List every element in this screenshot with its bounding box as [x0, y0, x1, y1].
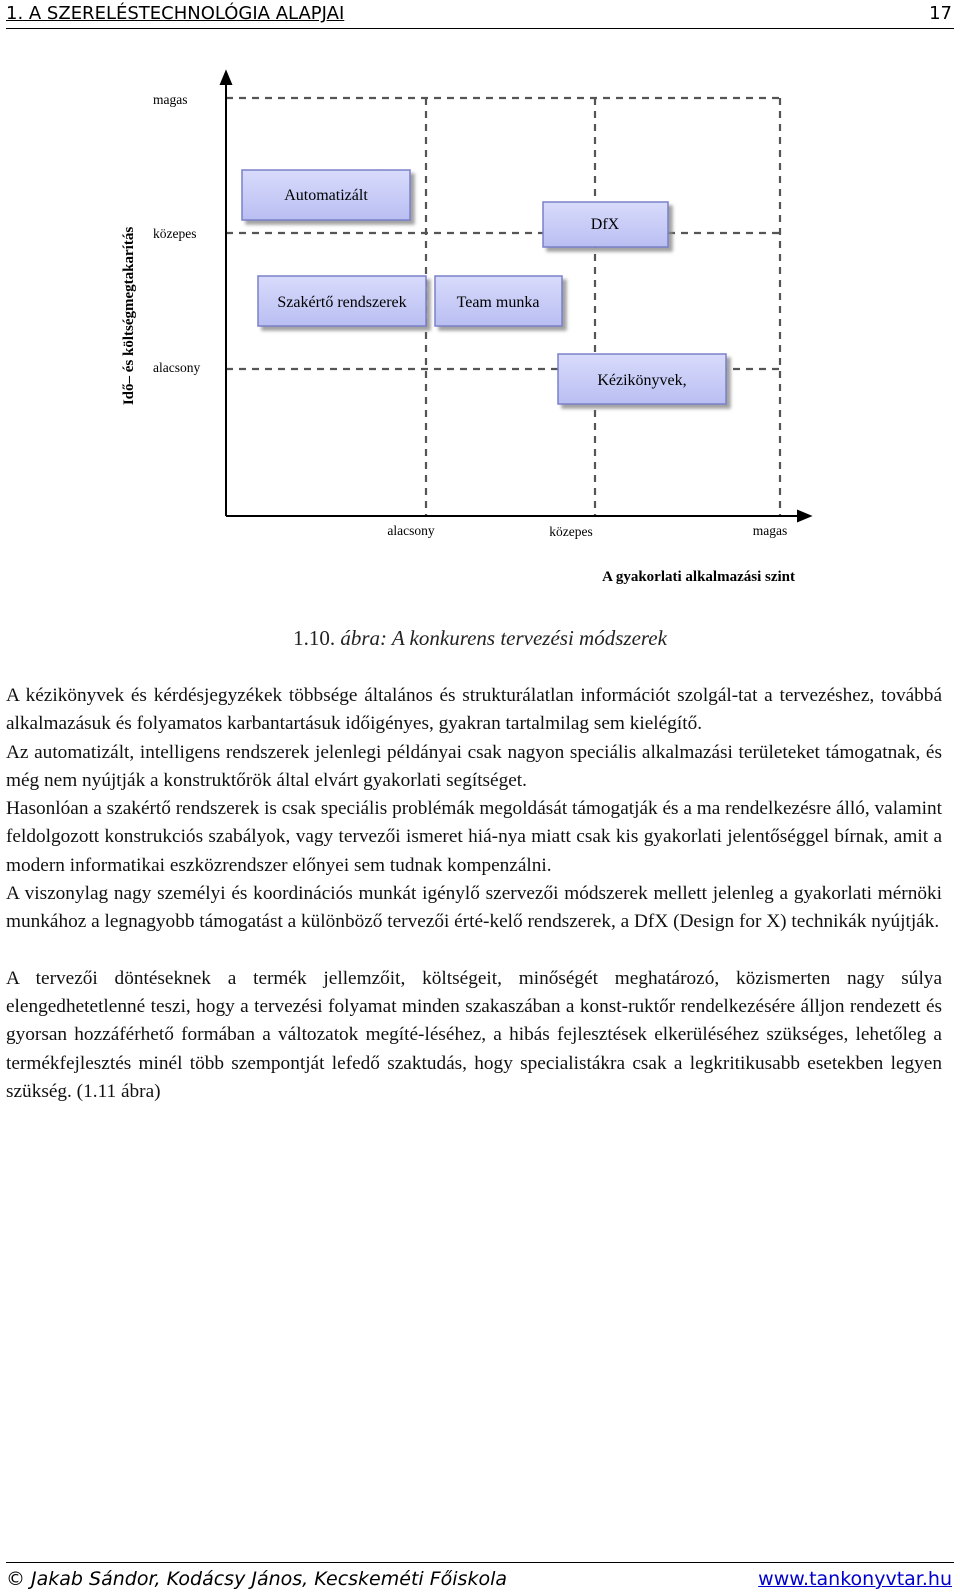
- paragraph: Az automatizált, intelligens rendszerek jelenlegi példányai csak nagyon speciális alkalmazási területeket támogatnak, és még nem nyújtják a konstruktőrök által elvárt gyakorlati segítséget.: [6, 741, 942, 791]
- caption-title: : A konkurens tervezési módszerek: [380, 626, 667, 650]
- footer-credits: © Jakab Sándor, Kodácsy János, Kecskeméti Főiskola: [6, 1568, 507, 1590]
- x-tick-label: közepes: [549, 524, 593, 539]
- method-box-automatizalt: [242, 170, 410, 220]
- caption-label: ábra: [340, 626, 380, 650]
- page-number: 17: [929, 3, 952, 24]
- method-box-szakerto: [258, 276, 426, 326]
- paragraph: A tervezői döntéseknek a termék jellemzőit, költségeit, minőségét meghatározó, közismerten nagy súlya elengedhetetlenné teszi, hogy a tervezési folyamat minden szakaszában a konst-ruktőr rendelkezésére álljon rendezett és gyorsan hozzáférhető formában a változatok megíté-léséhez, a hibás fejlesztések elkerüléséhez szükséges, lehetőleg a termékfejlesztés minél több szempontját lefedő szaktudás, hogy specialistákra csak a legkritikusabb esetekben legyen szükség. (1.11 ábra): [6, 967, 942, 1102]
- method-box-label: Automatizált: [284, 187, 368, 204]
- footer-url-link[interactable]: www.tankonyvtar.hu: [758, 1568, 952, 1590]
- paragraph: A kézikönyvek és kérdésjegyzékek többsége általános és strukturálatlan információt szolgál-tat a tervezéshez, továbbá alkalmazásuk és folyamatos karbantartásuk időigényes, gyakran tartalmilag sem kielégítő.: [6, 685, 942, 735]
- figure-caption: [0, 626, 960, 651]
- x-tick-label: alacsony: [387, 523, 435, 538]
- x-axis-arrow-icon: [798, 511, 810, 521]
- method-box-label: Szakértő rendszerek: [277, 294, 407, 311]
- y-axis-title: Idő– és költségmegtakarítás: [121, 226, 137, 406]
- method-box-label: Kézikönyvek,: [597, 372, 687, 389]
- method-box-kezikonyvek: [558, 354, 726, 404]
- body-text: [6, 682, 942, 1106]
- method-box-label: DfX: [590, 216, 620, 233]
- method-box-label: Team munka: [456, 294, 540, 311]
- x-tick-label: magas: [752, 523, 788, 538]
- method-matrix-figure: [0, 60, 960, 605]
- chapter-title: 1. A SZERELÉSTECHNOLÓGIA ALAPJAI: [6, 3, 345, 24]
- caption-number: 1.10.: [293, 626, 336, 650]
- page-footer: [6, 1562, 954, 1593]
- y-tick-label: alacsony: [153, 360, 201, 375]
- x-axis-title: A gyakorlati alkalmazási szint: [602, 569, 795, 585]
- paragraph: Hasonlóan a szakértő rendszerek is csak speciális problémák megoldását támogatják és a ma rendelkezésre álló, valamint feldolgozott konstrukciós szabályok, vagy tervezői ismeret hiá-nya miatt csak kis gyakorlati jelentőséggel bírnak, amit a modern informatikai eszközrendszer előnyei sem tudnak kompenzálni.: [6, 798, 942, 876]
- paragraph: A viszonylag nagy személyi és koordinációs munkát igénylő szervezői módszerek mellett jelenleg a gyakorlati mérnöki munkához a legnagyobb támogatást a különböző tervezői érté-kelő rendszerek, a DfX (Design for X) technikák nyújtják.: [6, 883, 942, 933]
- y-tick-label: közepes: [153, 226, 197, 241]
- y-axis-arrow-icon: [221, 72, 231, 84]
- y-tick-label: magas: [153, 92, 188, 107]
- method-box-team-munka: [435, 276, 562, 326]
- method-box-dfx: [543, 202, 668, 247]
- running-header: [6, 2, 954, 29]
